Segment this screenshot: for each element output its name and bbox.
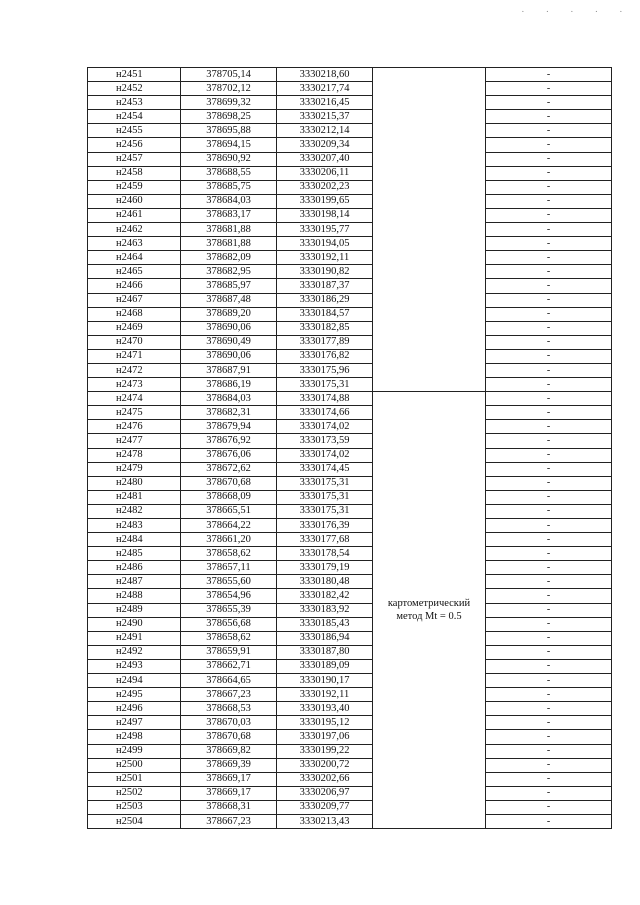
y-coordinate-cell: 3330175,31	[277, 504, 373, 518]
y-coordinate-cell: 3330174,88	[277, 392, 373, 406]
dash-cell: -	[486, 223, 612, 237]
point-id-cell: н2501	[88, 772, 181, 786]
y-coordinate-cell: 3330218,60	[277, 68, 373, 82]
dash-cell: -	[486, 631, 612, 645]
table-row	[88, 504, 612, 518]
x-coordinate-cell: 378656,68	[181, 617, 277, 631]
y-coordinate-cell: 3330186,29	[277, 293, 373, 307]
table-row	[88, 68, 612, 82]
dash-cell: -	[486, 321, 612, 335]
dash-cell: -	[486, 533, 612, 547]
y-coordinate-cell: 3330199,22	[277, 744, 373, 758]
y-coordinate-cell: 3330184,57	[277, 307, 373, 321]
point-id-cell: н2476	[88, 420, 181, 434]
scan-artifact-dots: . . . . .	[521, 4, 632, 14]
dash-cell: -	[486, 265, 612, 279]
x-coordinate-cell: 378669,17	[181, 772, 277, 786]
point-id-cell: н2477	[88, 434, 181, 448]
point-id-cell: н2488	[88, 589, 181, 603]
dash-cell: -	[486, 645, 612, 659]
x-coordinate-cell: 378664,22	[181, 519, 277, 533]
x-coordinate-cell: 378688,55	[181, 166, 277, 180]
dash-cell: -	[486, 208, 612, 222]
point-id-cell: н2504	[88, 814, 181, 828]
dash-cell: -	[486, 124, 612, 138]
point-id-cell: н2471	[88, 349, 181, 363]
y-coordinate-cell: 3330175,96	[277, 363, 373, 377]
x-coordinate-cell: 378682,31	[181, 406, 277, 420]
x-coordinate-cell: 378670,68	[181, 476, 277, 490]
point-id-cell: н2455	[88, 124, 181, 138]
x-coordinate-cell: 378684,03	[181, 392, 277, 406]
table-row	[88, 575, 612, 589]
table-row	[88, 617, 612, 631]
dash-cell: -	[486, 462, 612, 476]
dash-cell: -	[486, 702, 612, 716]
dash-cell: -	[486, 166, 612, 180]
y-coordinate-cell: 3330183,92	[277, 603, 373, 617]
y-coordinate-cell: 3330177,68	[277, 533, 373, 547]
x-coordinate-cell: 378667,23	[181, 814, 277, 828]
y-coordinate-cell: 3330189,09	[277, 659, 373, 673]
point-id-cell: н2498	[88, 730, 181, 744]
dash-cell: -	[486, 180, 612, 194]
point-id-cell: н2465	[88, 265, 181, 279]
point-id-cell: н2479	[88, 462, 181, 476]
x-coordinate-cell: 378661,20	[181, 533, 277, 547]
point-id-cell: н2458	[88, 166, 181, 180]
y-coordinate-cell: 3330182,42	[277, 589, 373, 603]
y-coordinate-cell: 3330176,39	[277, 519, 373, 533]
x-coordinate-cell: 378684,03	[181, 194, 277, 208]
dash-cell: -	[486, 490, 612, 504]
table-row	[88, 138, 612, 152]
dash-cell: -	[486, 82, 612, 96]
x-coordinate-cell: 378685,97	[181, 279, 277, 293]
table-row	[88, 434, 612, 448]
table-row	[88, 392, 612, 406]
point-id-cell: н2491	[88, 631, 181, 645]
point-id-cell: н2472	[88, 363, 181, 377]
dash-cell: -	[486, 152, 612, 166]
table-row	[88, 519, 612, 533]
x-coordinate-cell: 378682,09	[181, 251, 277, 265]
y-coordinate-cell: 3330202,23	[277, 180, 373, 194]
point-id-cell: н2483	[88, 519, 181, 533]
y-coordinate-cell: 3330174,45	[277, 462, 373, 476]
dash-cell: -	[486, 519, 612, 533]
x-coordinate-cell: 378690,49	[181, 335, 277, 349]
table-row	[88, 265, 612, 279]
point-id-cell: н2453	[88, 96, 181, 110]
dash-cell: -	[486, 279, 612, 293]
y-coordinate-cell: 3330206,11	[277, 166, 373, 180]
x-coordinate-cell: 378690,06	[181, 349, 277, 363]
method-cell: картометрический метод Mt = 0.5	[373, 392, 486, 829]
point-id-cell: н2494	[88, 674, 181, 688]
y-coordinate-cell: 3330206,97	[277, 786, 373, 800]
x-coordinate-cell: 378686,19	[181, 378, 277, 392]
dash-cell: -	[486, 363, 612, 377]
table-row	[88, 533, 612, 547]
table-row	[88, 716, 612, 730]
dash-cell: -	[486, 589, 612, 603]
table-row	[88, 166, 612, 180]
table-row	[88, 645, 612, 659]
table-row	[88, 744, 612, 758]
table-row	[88, 589, 612, 603]
dash-cell: -	[486, 772, 612, 786]
x-coordinate-cell: 378672,62	[181, 462, 277, 476]
x-coordinate-cell: 378657,11	[181, 561, 277, 575]
table-row	[88, 490, 612, 504]
point-id-cell: н2481	[88, 490, 181, 504]
table-row	[88, 110, 612, 124]
table-row	[88, 631, 612, 645]
dash-cell: -	[486, 420, 612, 434]
x-coordinate-cell: 378685,75	[181, 180, 277, 194]
x-coordinate-cell: 378658,62	[181, 547, 277, 561]
point-id-cell: н2451	[88, 68, 181, 82]
y-coordinate-cell: 3330174,02	[277, 420, 373, 434]
point-id-cell: н2473	[88, 378, 181, 392]
table-row	[88, 152, 612, 166]
point-id-cell: н2485	[88, 547, 181, 561]
dash-cell: -	[486, 406, 612, 420]
dash-cell: -	[486, 335, 612, 349]
y-coordinate-cell: 3330215,37	[277, 110, 373, 124]
y-coordinate-cell: 3330179,19	[277, 561, 373, 575]
point-id-cell: н2480	[88, 476, 181, 490]
point-id-cell: н2463	[88, 237, 181, 251]
point-id-cell: н2496	[88, 702, 181, 716]
table-row	[88, 406, 612, 420]
x-coordinate-cell: 378670,68	[181, 730, 277, 744]
table-row	[88, 476, 612, 490]
y-coordinate-cell: 3330195,77	[277, 223, 373, 237]
y-coordinate-cell: 3330187,80	[277, 645, 373, 659]
x-coordinate-cell: 378683,17	[181, 208, 277, 222]
point-id-cell: н2482	[88, 504, 181, 518]
y-coordinate-cell: 3330192,11	[277, 251, 373, 265]
x-coordinate-cell: 378655,39	[181, 603, 277, 617]
dash-cell: -	[486, 730, 612, 744]
point-id-cell: н2478	[88, 448, 181, 462]
point-id-cell: н2457	[88, 152, 181, 166]
y-coordinate-cell: 3330212,14	[277, 124, 373, 138]
point-id-cell: н2470	[88, 335, 181, 349]
coordinates-table-body	[88, 68, 612, 829]
x-coordinate-cell: 378705,14	[181, 68, 277, 82]
x-coordinate-cell: 378669,39	[181, 758, 277, 772]
dash-cell: -	[486, 674, 612, 688]
point-id-cell: н2503	[88, 800, 181, 814]
dash-cell: -	[486, 603, 612, 617]
method-cell-empty	[373, 68, 486, 392]
table-row	[88, 349, 612, 363]
point-id-cell: н2462	[88, 223, 181, 237]
dash-cell: -	[486, 561, 612, 575]
dash-cell: -	[486, 617, 612, 631]
y-coordinate-cell: 3330197,06	[277, 730, 373, 744]
y-coordinate-cell: 3330182,85	[277, 321, 373, 335]
point-id-cell: н2502	[88, 786, 181, 800]
x-coordinate-cell: 378690,92	[181, 152, 277, 166]
y-coordinate-cell: 3330175,31	[277, 476, 373, 490]
point-id-cell: н2469	[88, 321, 181, 335]
y-coordinate-cell: 3330193,40	[277, 702, 373, 716]
table-row	[88, 82, 612, 96]
y-coordinate-cell: 3330190,17	[277, 674, 373, 688]
point-id-cell: н2474	[88, 392, 181, 406]
x-coordinate-cell: 378679,94	[181, 420, 277, 434]
table-row	[88, 547, 612, 561]
table-row	[88, 293, 612, 307]
x-coordinate-cell: 378654,96	[181, 589, 277, 603]
x-coordinate-cell: 378695,88	[181, 124, 277, 138]
x-coordinate-cell: 378681,88	[181, 237, 277, 251]
table-row	[88, 603, 612, 617]
x-coordinate-cell: 378702,12	[181, 82, 277, 96]
table-row	[88, 124, 612, 138]
y-coordinate-cell: 3330176,82	[277, 349, 373, 363]
x-coordinate-cell: 378676,92	[181, 434, 277, 448]
y-coordinate-cell: 3330202,66	[277, 772, 373, 786]
table-row	[88, 448, 612, 462]
y-coordinate-cell: 3330178,54	[277, 547, 373, 561]
y-coordinate-cell: 3330194,05	[277, 237, 373, 251]
point-id-cell: н2459	[88, 180, 181, 194]
y-coordinate-cell: 3330199,65	[277, 194, 373, 208]
y-coordinate-cell: 3330190,82	[277, 265, 373, 279]
table-row	[88, 378, 612, 392]
dash-cell: -	[486, 251, 612, 265]
table-row	[88, 730, 612, 744]
x-coordinate-cell: 378667,23	[181, 688, 277, 702]
x-coordinate-cell: 378669,17	[181, 786, 277, 800]
x-coordinate-cell: 378676,06	[181, 448, 277, 462]
dash-cell: -	[486, 68, 612, 82]
table-row	[88, 659, 612, 673]
x-coordinate-cell: 378665,51	[181, 504, 277, 518]
x-coordinate-cell: 378669,82	[181, 744, 277, 758]
point-id-cell: н2468	[88, 307, 181, 321]
dash-cell: -	[486, 504, 612, 518]
y-coordinate-cell: 3330207,40	[277, 152, 373, 166]
x-coordinate-cell: 378658,62	[181, 631, 277, 645]
dash-cell: -	[486, 194, 612, 208]
x-coordinate-cell: 378655,60	[181, 575, 277, 589]
x-coordinate-cell: 378682,95	[181, 265, 277, 279]
y-coordinate-cell: 3330177,89	[277, 335, 373, 349]
dash-cell: -	[486, 448, 612, 462]
point-id-cell: н2475	[88, 406, 181, 420]
y-coordinate-cell: 3330216,45	[277, 96, 373, 110]
dash-cell: -	[486, 138, 612, 152]
y-coordinate-cell: 3330185,43	[277, 617, 373, 631]
y-coordinate-cell: 3330174,66	[277, 406, 373, 420]
x-coordinate-cell: 378689,20	[181, 307, 277, 321]
point-id-cell: н2466	[88, 279, 181, 293]
point-id-cell: н2487	[88, 575, 181, 589]
table-row	[88, 321, 612, 335]
point-id-cell: н2460	[88, 194, 181, 208]
y-coordinate-cell: 3330175,31	[277, 490, 373, 504]
y-coordinate-cell: 3330209,77	[277, 800, 373, 814]
table-row	[88, 561, 612, 575]
table-row	[88, 208, 612, 222]
x-coordinate-cell: 378687,91	[181, 363, 277, 377]
point-id-cell: н2484	[88, 533, 181, 547]
x-coordinate-cell: 378690,06	[181, 321, 277, 335]
y-coordinate-cell: 3330200,72	[277, 758, 373, 772]
dash-cell: -	[486, 237, 612, 251]
dash-cell: -	[486, 349, 612, 363]
y-coordinate-cell: 3330198,14	[277, 208, 373, 222]
table-row	[88, 758, 612, 772]
table-row	[88, 237, 612, 251]
table-row	[88, 194, 612, 208]
table-row	[88, 674, 612, 688]
point-id-cell: н2486	[88, 561, 181, 575]
table-row	[88, 251, 612, 265]
x-coordinate-cell: 378694,15	[181, 138, 277, 152]
y-coordinate-cell: 3330213,43	[277, 814, 373, 828]
table-row	[88, 223, 612, 237]
point-id-cell: н2452	[88, 82, 181, 96]
table-row	[88, 772, 612, 786]
table-row	[88, 814, 612, 828]
y-coordinate-cell: 3330187,37	[277, 279, 373, 293]
dash-cell: -	[486, 758, 612, 772]
point-id-cell: н2495	[88, 688, 181, 702]
point-id-cell: н2499	[88, 744, 181, 758]
table-row	[88, 180, 612, 194]
point-id-cell: н2497	[88, 716, 181, 730]
table-row	[88, 363, 612, 377]
dash-cell: -	[486, 688, 612, 702]
point-id-cell: н2456	[88, 138, 181, 152]
table-row	[88, 307, 612, 321]
coordinates-table	[87, 67, 612, 829]
x-coordinate-cell: 378659,91	[181, 645, 277, 659]
x-coordinate-cell: 378668,09	[181, 490, 277, 504]
y-coordinate-cell: 3330173,59	[277, 434, 373, 448]
dash-cell: -	[486, 293, 612, 307]
point-id-cell: н2489	[88, 603, 181, 617]
table-row	[88, 96, 612, 110]
table-row	[88, 800, 612, 814]
point-id-cell: н2492	[88, 645, 181, 659]
point-id-cell: н2467	[88, 293, 181, 307]
y-coordinate-cell: 3330186,94	[277, 631, 373, 645]
dash-cell: -	[486, 378, 612, 392]
x-coordinate-cell: 378664,65	[181, 674, 277, 688]
dash-cell: -	[486, 307, 612, 321]
dash-cell: -	[486, 434, 612, 448]
y-coordinate-cell: 3330217,74	[277, 82, 373, 96]
x-coordinate-cell: 378668,53	[181, 702, 277, 716]
dash-cell: -	[486, 814, 612, 828]
dash-cell: -	[486, 575, 612, 589]
dash-cell: -	[486, 716, 612, 730]
point-id-cell: н2461	[88, 208, 181, 222]
dash-cell: -	[486, 476, 612, 490]
point-id-cell: н2500	[88, 758, 181, 772]
dash-cell: -	[486, 659, 612, 673]
x-coordinate-cell: 378699,32	[181, 96, 277, 110]
dash-cell: -	[486, 392, 612, 406]
y-coordinate-cell: 3330192,11	[277, 688, 373, 702]
y-coordinate-cell: 3330174,02	[277, 448, 373, 462]
dash-cell: -	[486, 110, 612, 124]
point-id-cell: н2454	[88, 110, 181, 124]
table-row	[88, 688, 612, 702]
x-coordinate-cell: 378670,03	[181, 716, 277, 730]
x-coordinate-cell: 378668,31	[181, 800, 277, 814]
table-row	[88, 462, 612, 476]
y-coordinate-cell: 3330175,31	[277, 378, 373, 392]
table-row	[88, 786, 612, 800]
dash-cell: -	[486, 744, 612, 758]
table-row	[88, 279, 612, 293]
x-coordinate-cell: 378698,25	[181, 110, 277, 124]
dash-cell: -	[486, 547, 612, 561]
y-coordinate-cell: 3330195,12	[277, 716, 373, 730]
x-coordinate-cell: 378662,71	[181, 659, 277, 673]
point-id-cell: н2493	[88, 659, 181, 673]
x-coordinate-cell: 378681,88	[181, 223, 277, 237]
y-coordinate-cell: 3330209,34	[277, 138, 373, 152]
dash-cell: -	[486, 96, 612, 110]
table-row	[88, 420, 612, 434]
table-row	[88, 702, 612, 716]
y-coordinate-cell: 3330180,48	[277, 575, 373, 589]
dash-cell: -	[486, 786, 612, 800]
table-row	[88, 335, 612, 349]
x-coordinate-cell: 378687,48	[181, 293, 277, 307]
point-id-cell: н2490	[88, 617, 181, 631]
dash-cell: -	[486, 800, 612, 814]
point-id-cell: н2464	[88, 251, 181, 265]
